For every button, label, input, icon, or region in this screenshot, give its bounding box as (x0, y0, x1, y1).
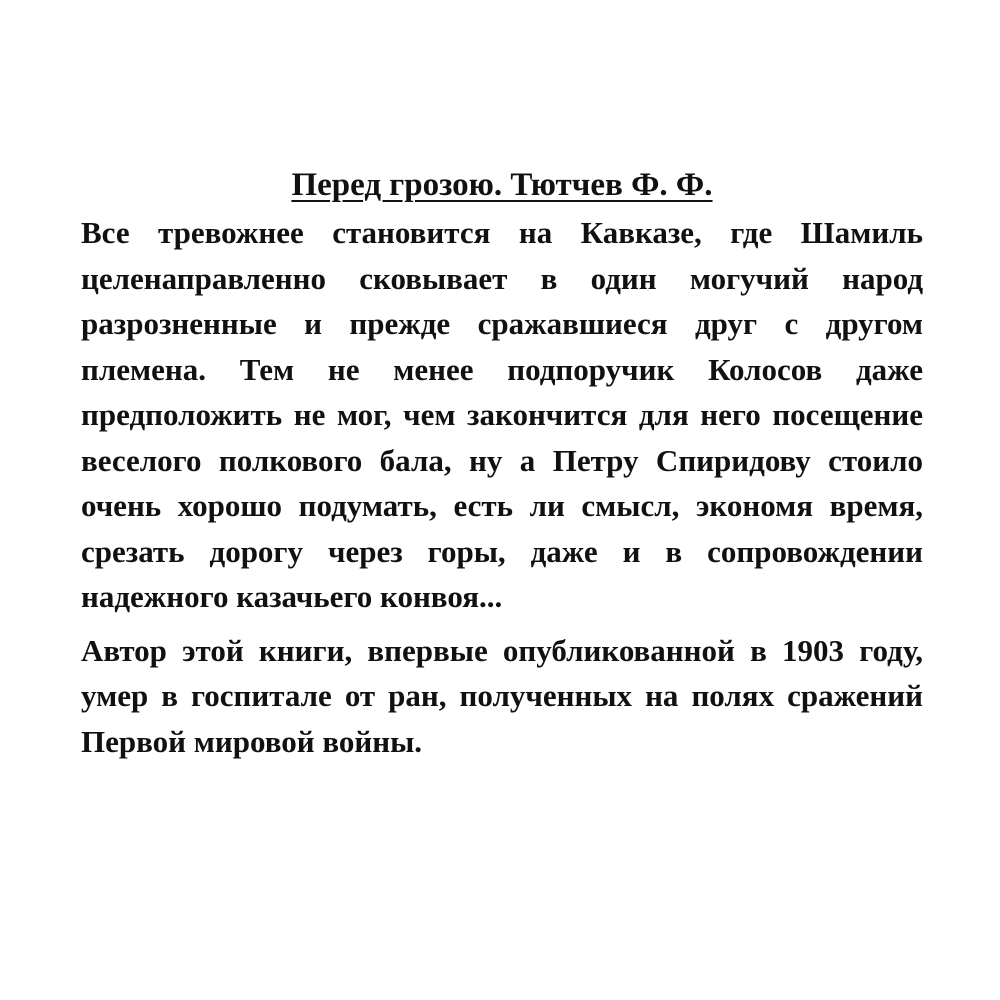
author-note-paragraph: Автор этой книги, впервые опубликованной в 1903 году, умер в госпитале от ран, полученных на полях сражений Первой мировой войны. (81, 632, 923, 759)
book-title: Перед грозою. Тютчев Ф. Ф. (291, 167, 713, 203)
annotation-text-block (81, 162, 923, 764)
description-paragraph: Все тревожнее становится на Кавказе, где Шамиль целенаправленно сковывает в один могучий народ разрозненные и прежде сражавшиеся друг с другом племена. Тем не менее подпоручик Колосов даже предположить не мог, чем закончится для него посещение веселого полкового бала, ну а Петру Спиридову стоило очень хорошо подумать, есть ли смысл, экономя время, срезать дорогу через горы, даже и в сопровождении надежного казачьего конвоя... (81, 215, 923, 614)
